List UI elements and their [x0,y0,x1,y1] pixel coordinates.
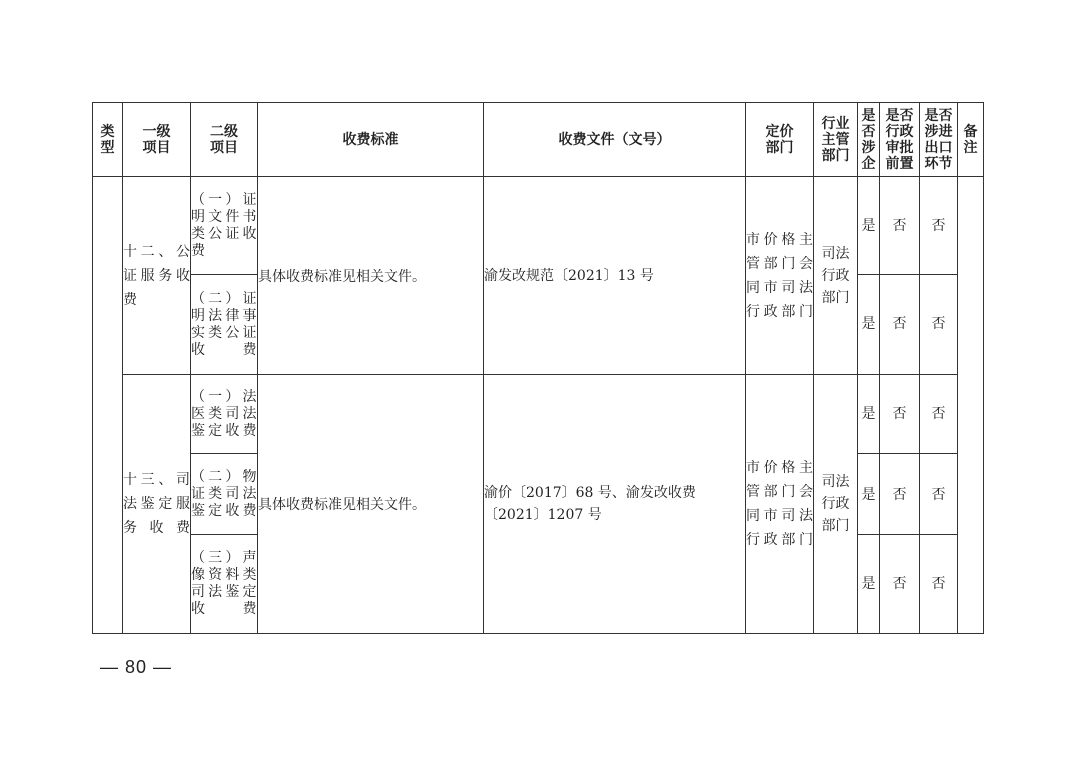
fee-table [92,102,984,634]
header-doc: 收费文件（文号） [484,103,746,177]
header-standard: 收费标准 [258,103,484,177]
header-remarks: 备注 [958,103,984,177]
header-price-dept: 定价部门 [746,103,814,177]
header-industry-dept: 行业主管部门 [814,103,858,177]
approval-cell: 否 [880,375,920,454]
approval-cell: 否 [880,454,920,535]
level2-cell: （一）法医类司法鉴定收费 [191,375,258,454]
header-approval: 是否行政审批前置 [880,103,920,177]
page-number: — 80 — [100,657,173,677]
enterprise-cell: 是 [858,535,880,634]
import-export-cell: 否 [920,535,958,634]
approval-cell: 否 [880,177,920,275]
enterprise-cell: 是 [858,454,880,535]
import-export-cell: 否 [920,375,958,454]
header-level2: 二级项目 [191,103,258,177]
import-export-cell: 否 [920,454,958,535]
table-row [93,177,984,275]
enterprise-cell: 是 [858,375,880,454]
import-export-cell: 否 [920,177,958,275]
level2-cell: （一）证明文件书类公证收费 [191,177,258,275]
doc-cell: 渝价〔2017〕68 号、渝发改收费〔2021〕1207 号 [484,375,746,634]
price-dept-cell: 市价格主管部门会同市司法行政部门 [746,177,814,375]
level1-cell: 十二、公证服务收费 [123,177,191,375]
header-row [93,103,984,177]
level2-cell: （二）物证类司法鉴定收费 [191,454,258,535]
level1-cell: 十三、司法鉴定服务收费 [123,375,191,634]
header-enterprise: 是否涉企 [858,103,880,177]
level2-cell: （三）声像资料类司法鉴定收费 [191,535,258,634]
header-level1: 一级项目 [123,103,191,177]
remarks-cell [958,177,984,634]
enterprise-cell: 是 [858,177,880,275]
approval-cell: 否 [880,535,920,634]
industry-dept-cell: 司法行政部门 [814,375,858,634]
table-row [93,375,984,454]
header-import-export: 是否涉进出口环节 [920,103,958,177]
industry-dept-cell: 司法行政部门 [814,177,858,375]
level2-cell: （二）证明法律事实类公证收费 [191,275,258,375]
approval-cell: 否 [880,275,920,375]
type-cell [93,177,123,634]
standard-cell: 具体收费标准见相关文件。 [258,375,484,634]
doc-cell: 渝发改规范〔2021〕13 号 [484,177,746,375]
import-export-cell: 否 [920,275,958,375]
price-dept-cell: 市价格主管部门会同市司法行政部门 [746,375,814,634]
standard-cell: 具体收费标准见相关文件。 [258,177,484,375]
header-type: 类型 [93,103,123,177]
enterprise-cell: 是 [858,275,880,375]
